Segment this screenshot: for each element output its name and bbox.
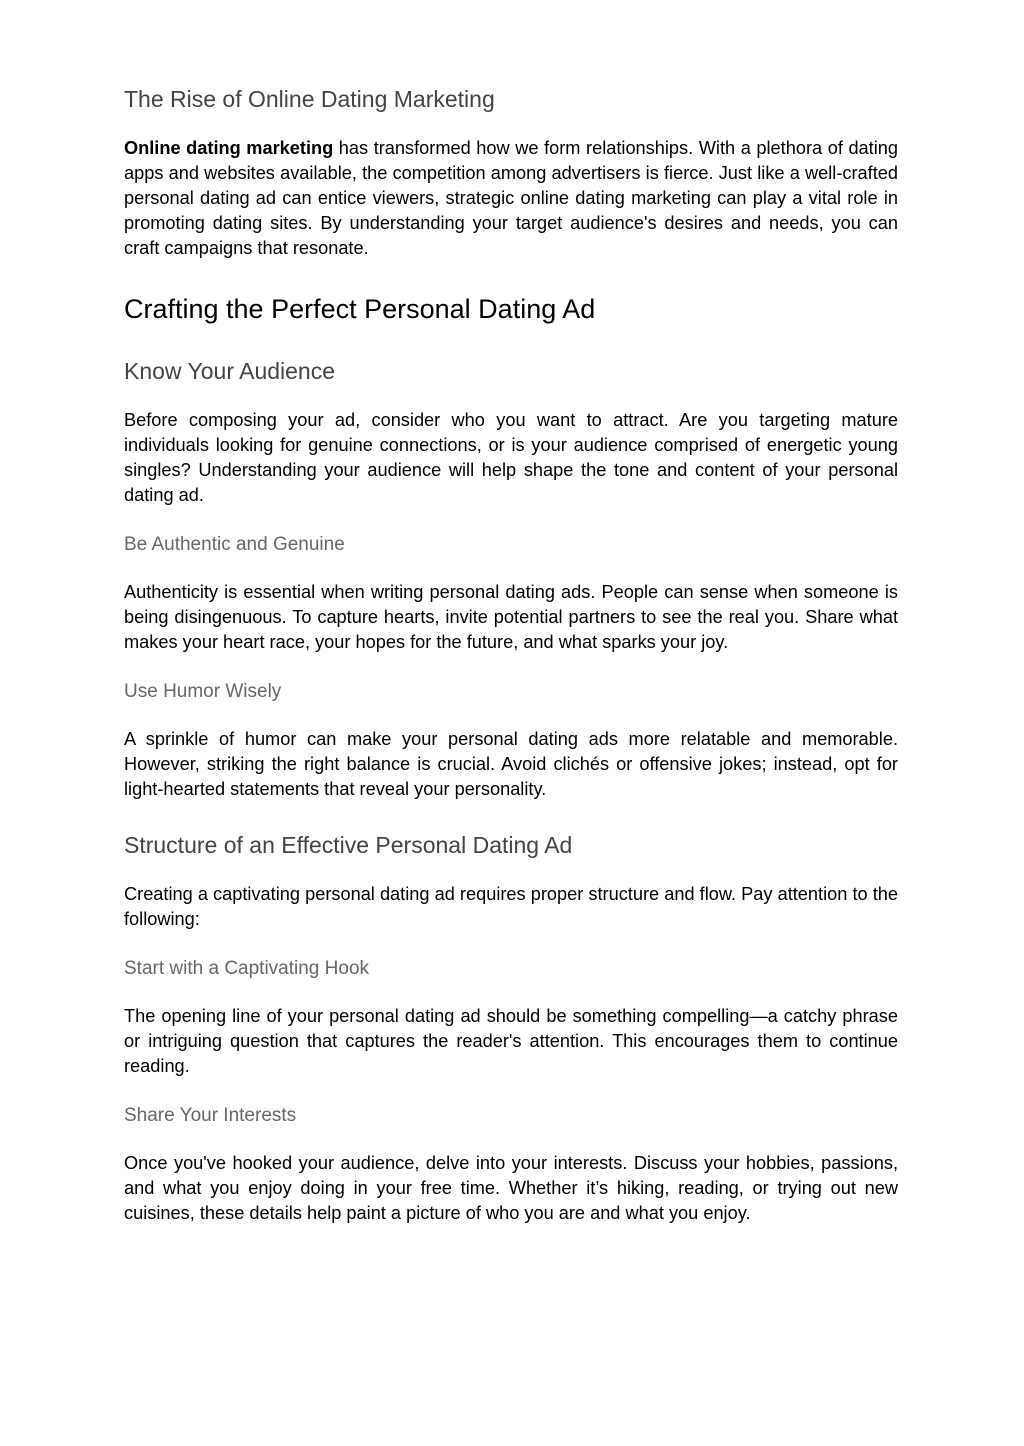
paragraph-audience: Before composing your ad, consider who you want to attract. Are you targeting mature individuals looking for genuine connections, or is your audience comprised of energetic young singles? Understanding your audience will help shape the tone and content of your personal dating ad. [124, 410, 898, 505]
heading-structure: Structure of an Effective Personal Dating Ad [124, 832, 573, 858]
paragraph-authentic: Authenticity is essential when writing personal dating ads. People can sense when someone is being disingenuous. To capture hearts, invite potential partners to see the real you. Share what makes your heart race, your hopes for the future, and what sparks your joy. [124, 582, 898, 652]
heading-captivating-hook: Start with a Captivating Hook [124, 958, 370, 979]
heading-crafting-perfect-ad: Crafting the Perfect Personal Dating Ad [124, 294, 596, 324]
paragraph-structure: Creating a captivating personal dating ad requires proper structure and flow. Pay attention to the following: [124, 884, 898, 929]
paragraph-interests: Once you've hooked your audience, delve into your interests. Discuss your hobbies, passions, and what you enjoy doing in your free time. Whether it’s hiking, reading, or trying out new cuisines, these details help paint a picture of who you are and what you enjoy. [124, 1153, 898, 1223]
heading-be-authentic: Be Authentic and Genuine [124, 534, 345, 555]
paragraph-rise [124, 136, 898, 261]
paragraph-rise-text: has transformed how we form relationships. With a plethora of dating apps and websites available, the competition among advertisers is fierce. Just like a well-crafted personal dating ad can entice viewers, strategic online dating marketing can play a vital role in promoting dating sites. By understanding your target audience's desires and needs, you can craft campaigns that resonate. [124, 138, 898, 258]
heading-use-humor: Use Humor Wisely [124, 681, 282, 702]
paragraph-hook: The opening line of your personal dating ad should be something compelling—a catchy phrase or intriguing question that captures the reader's attention. This encourages them to continue reading. [124, 1006, 898, 1076]
heading-rise-of-online-dating-marketing: The Rise of Online Dating Marketing [124, 86, 495, 112]
heading-share-interests: Share Your Interests [124, 1105, 297, 1126]
bold-term: Online dating marketing [124, 138, 334, 158]
heading-know-your-audience: Know Your Audience [124, 358, 336, 384]
paragraph-humor: A sprinkle of humor can make your personal dating ads more relatable and memorable. However, striking the right balance is crucial. Avoid clichés or offensive jokes; instead, opt for light-hearted statements that reveal your personality. [124, 729, 898, 799]
